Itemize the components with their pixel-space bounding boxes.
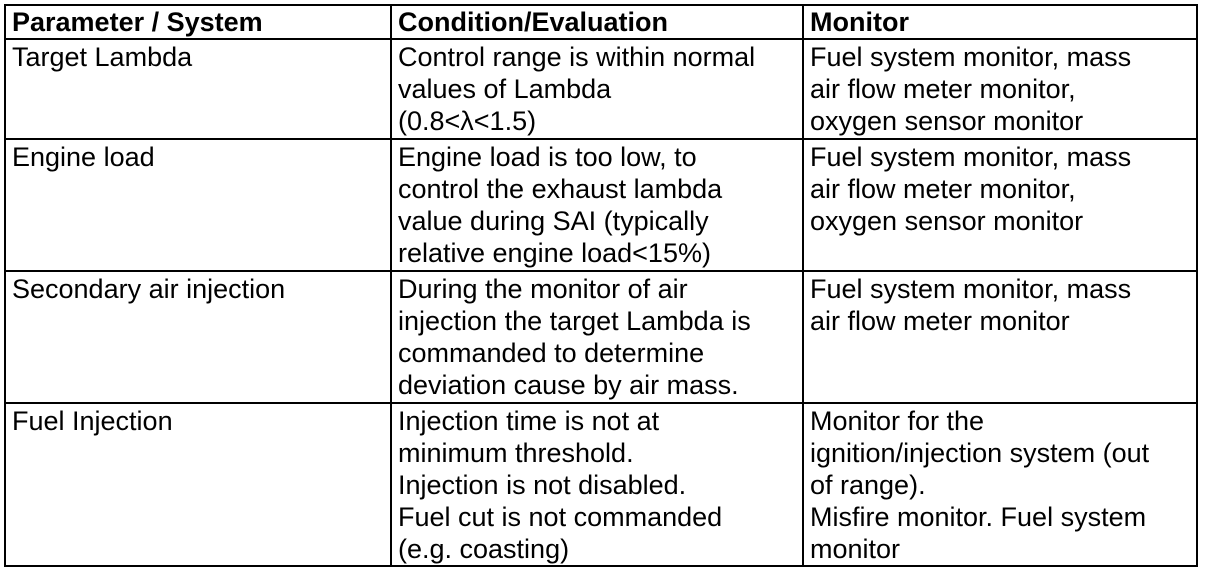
cell-line: Fuel system monitor, mass	[810, 142, 1132, 172]
cell-line: Control range is within normal	[398, 42, 756, 72]
parameter-cell	[5, 403, 391, 566]
cell-line: Injection time is not at	[398, 406, 660, 436]
cell-line: During the monitor of air	[398, 274, 688, 304]
table-header	[5, 5, 1197, 39]
cell-line: values of Lambda	[398, 74, 612, 104]
cell-line: Engine load	[12, 142, 155, 172]
header-row	[5, 5, 1197, 39]
header-monitor: Monitor	[803, 5, 1197, 39]
condition-cell	[391, 271, 803, 403]
parameter-cell	[5, 139, 391, 271]
cell-line: Misfire monitor. Fuel system	[810, 502, 1147, 532]
condition-cell	[391, 39, 803, 139]
cell-line: Fuel cut is not commanded	[398, 502, 723, 532]
monitor-cell	[803, 271, 1197, 403]
cell-line: air flow meter monitor	[810, 306, 1070, 336]
monitor-cell	[803, 139, 1197, 271]
cell-line: oxygen sensor monitor	[810, 106, 1084, 136]
cell-line: Fuel system monitor, mass	[810, 274, 1132, 304]
cell-line: Monitor for the	[810, 406, 985, 436]
cell-line: Fuel Injection	[12, 406, 173, 436]
cell-line: Fuel system monitor, mass	[810, 42, 1132, 72]
table-body	[5, 39, 1197, 566]
cell-line: control the exhaust lambda	[398, 174, 723, 204]
cell-line: minimum threshold.	[398, 438, 634, 468]
cell-line: deviation cause by air mass.	[398, 370, 739, 400]
cell-line: Injection is not disabled.	[398, 470, 687, 500]
monitor-cell	[803, 403, 1197, 566]
monitor-conditions-table	[4, 4, 1198, 567]
cell-line: of range).	[810, 470, 926, 500]
cell-line: commanded to determine	[398, 338, 705, 368]
condition-cell	[391, 139, 803, 271]
cell-line: Engine load is too low, to	[398, 142, 697, 172]
cell-line: oxygen sensor monitor	[810, 206, 1084, 236]
cell-line: air flow meter monitor,	[810, 174, 1076, 204]
cell-line: monitor	[810, 534, 901, 564]
header-condition-evaluation: Condition/Evaluation	[391, 5, 803, 39]
parameter-cell	[5, 271, 391, 403]
cell-line: air flow meter monitor,	[810, 74, 1076, 104]
cell-line: Target Lambda	[12, 42, 193, 72]
table-row	[5, 39, 1197, 139]
cell-line: ignition/injection system (out	[810, 438, 1150, 468]
parameter-cell	[5, 39, 391, 139]
condition-cell	[391, 403, 803, 566]
cell-line: injection the target Lambda is	[398, 306, 751, 336]
cell-line: (e.g. coasting)	[398, 534, 570, 564]
table-row	[5, 403, 1197, 566]
header-parameter-system: Parameter / System	[5, 5, 391, 39]
table-row	[5, 139, 1197, 271]
cell-line: relative engine load<15%)	[398, 238, 711, 268]
cell-line: value during SAI (typically	[398, 206, 709, 236]
cell-line: Secondary air injection	[12, 274, 286, 304]
table-row	[5, 271, 1197, 403]
monitor-cell	[803, 39, 1197, 139]
cell-line: (0.8<λ<1.5)	[398, 106, 537, 136]
